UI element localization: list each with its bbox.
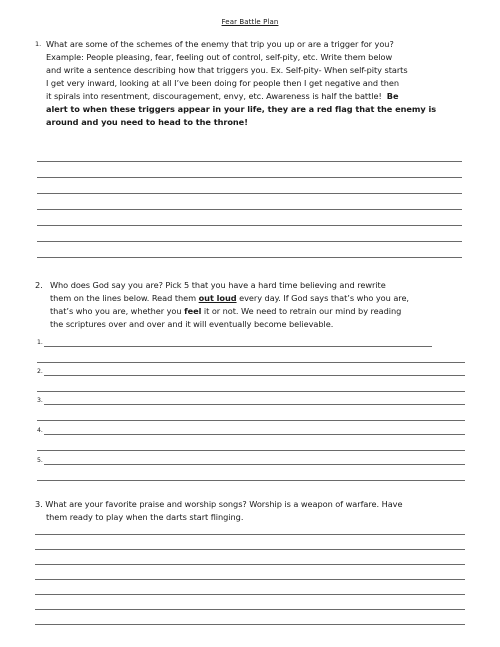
question-number: 2. — [35, 280, 43, 290]
page-title: Fear Battle Plan — [221, 18, 279, 26]
answer-line[interactable] — [35, 534, 465, 535]
emphasis-text: around and you need to head to the throne! — [46, 117, 248, 127]
question-text: it spirals into resentment, discouragement, envy, etc. Awareness is half the battle! — [46, 91, 382, 101]
answer-line[interactable] — [44, 464, 465, 465]
question-text: Who does God say you are? Pick 5 that you have a hard time believing and rewrite — [50, 280, 386, 290]
emphasis-text: feel — [184, 306, 202, 316]
question-text: and write a sentence describing how that triggers you. Ex. Self-pity- When self-pity starts — [46, 65, 408, 75]
answer-line[interactable] — [37, 391, 465, 392]
item-number: 2. — [37, 368, 43, 375]
emphasis-text: alert to when these triggers appear in your life, they are a red flag that the enemy is — [46, 104, 437, 114]
answer-line[interactable] — [35, 624, 465, 625]
answer-line[interactable] — [37, 480, 465, 481]
question-text: it or not. We need to retrain our mind by reading — [201, 306, 402, 316]
answer-line[interactable] — [35, 579, 465, 580]
answer-line[interactable] — [37, 257, 462, 258]
question-text: What are some of the schemes of the enemy that trip you up or are a trigger for you? — [46, 39, 394, 49]
item-number: 3. — [37, 397, 43, 404]
answer-line[interactable] — [37, 241, 462, 242]
answer-line[interactable] — [37, 177, 462, 178]
answer-line[interactable] — [35, 564, 465, 565]
question-2 — [35, 279, 475, 331]
answer-line[interactable] — [35, 609, 465, 610]
answer-line[interactable] — [44, 375, 465, 376]
question-text: 3. What are your favorite praise and worship songs? Worship is a weapon of warfare. Have — [35, 499, 403, 509]
item-number: 4. — [37, 427, 43, 434]
answer-line[interactable] — [35, 594, 465, 595]
answer-line[interactable] — [44, 346, 432, 347]
item-number: 1. — [37, 339, 43, 346]
answer-line[interactable] — [37, 225, 462, 226]
question-1 — [35, 38, 475, 129]
question-text: them on the lines below. Read them — [50, 293, 199, 303]
answer-line[interactable] — [37, 450, 465, 451]
question-text-line — [35, 305, 475, 318]
question-text: Example: People pleasing, fear, feeling out of control, self-pity, etc. Write them below — [46, 52, 393, 62]
emphasis-text: out loud — [198, 293, 237, 303]
answer-line[interactable] — [37, 420, 465, 421]
question-text: them ready to play when the darts start flinging. — [46, 512, 244, 522]
answer-line[interactable] — [44, 434, 465, 435]
question-3 — [35, 498, 475, 524]
question-text-line — [35, 292, 475, 305]
item-number: 5. — [37, 457, 43, 464]
question-text: every day. If God says that’s who you are, — [236, 293, 409, 303]
question-number: 1. — [35, 40, 42, 48]
question-text: the scriptures over and over and it will eventually become believable. — [50, 319, 334, 329]
question-text-line — [35, 90, 475, 103]
answer-line[interactable] — [35, 549, 465, 550]
emphasis-text: Be — [386, 91, 399, 101]
question-text: I get very inward, looking at all I’ve been doing for people then I get negative and then — [46, 78, 399, 88]
answer-line[interactable] — [37, 362, 465, 363]
answer-line[interactable] — [37, 193, 462, 194]
question-text: that’s who you are, whether you — [50, 306, 185, 316]
answer-line[interactable] — [37, 161, 462, 162]
answer-line[interactable] — [44, 404, 465, 405]
answer-line[interactable] — [37, 209, 462, 210]
